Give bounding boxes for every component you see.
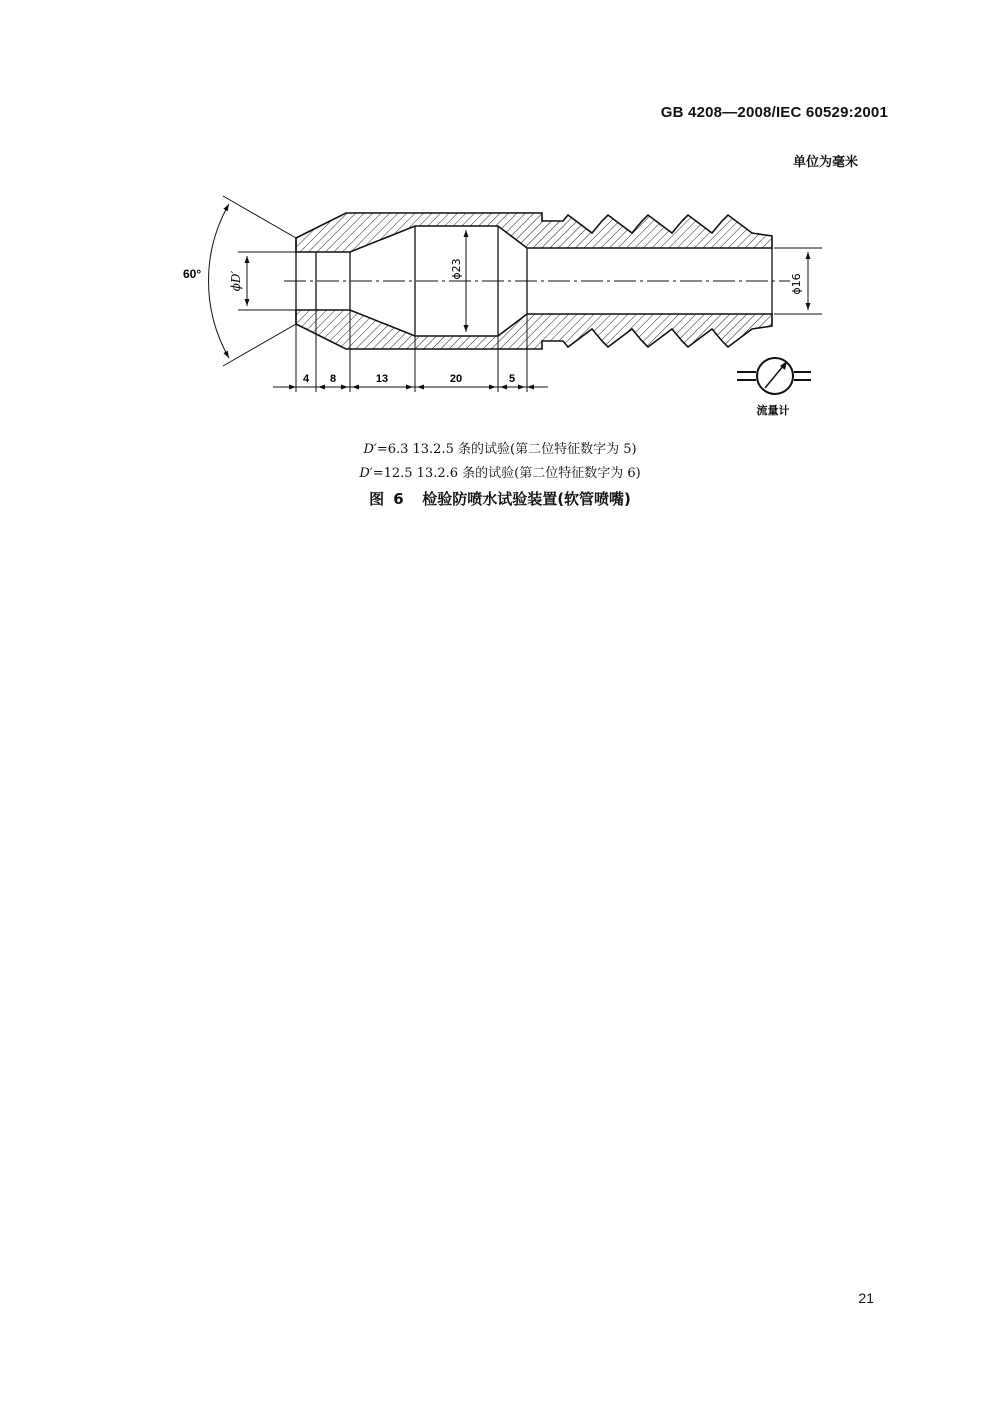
- lower-wall-section: [296, 310, 772, 349]
- flowmeter-label: 流量计: [756, 404, 790, 417]
- phi-d-label: ϕD′: [229, 270, 243, 292]
- units-note: 单位为毫米: [792, 155, 858, 170]
- page-number: 21: [858, 1290, 874, 1306]
- dim-label-4: 4: [302, 373, 310, 385]
- nozzle-drawing: [0, 0, 1000, 430]
- flowmeter-symbol: [737, 358, 811, 394]
- phi-23-label: ϕ23: [450, 258, 463, 280]
- phi-16-label: ϕ16: [790, 273, 803, 295]
- dim-label-20: 20: [449, 373, 463, 385]
- standard-code-header: GB 4208—2008/IEC 60529:2001: [660, 104, 888, 121]
- note-line-2: D′=12.5 13.2.6 条的试验(第二位特征数字为 6): [359, 466, 641, 481]
- figure-caption: [0, 488, 1000, 509]
- dim-label-8: 8: [329, 373, 337, 385]
- figure-number: 图 6: [369, 490, 404, 508]
- angle-dimension: [209, 196, 296, 366]
- upper-wall-section: [296, 213, 772, 252]
- figure-title: 检验防喷水试验装置(软管喷嘴): [422, 490, 631, 508]
- dim-label-13: 13: [375, 373, 389, 385]
- note-line-1: D′=6.3 13.2.5 条的试验(第二位特征数字为 5): [363, 442, 637, 457]
- dim-label-5: 5: [508, 373, 516, 385]
- angle-label: 60°: [183, 267, 202, 281]
